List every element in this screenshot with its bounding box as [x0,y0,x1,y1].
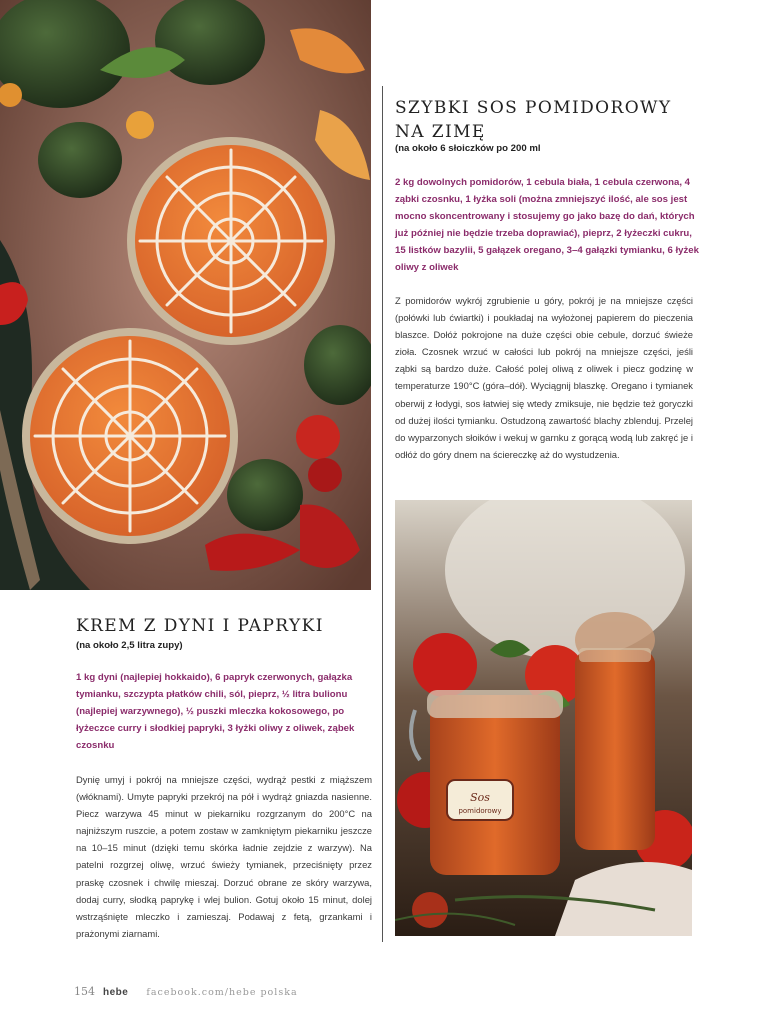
jar-label-line2: pomidorowy [458,807,502,815]
recipe-yield: (na około 2,5 litra zupy) [76,640,183,651]
footer-website: facebook.com/hebe polska [146,987,298,998]
page-number: 154 [74,985,95,998]
column-divider [382,86,383,942]
brand-logo: hebe [103,987,129,998]
page-footer [74,985,298,998]
tomato-sauce-photo [395,500,692,936]
recipe-ingredients: 2 kg dowolnych pomidorów, 1 cebula biała, 1 cebula czerwona, 4 ząbki czosnku, 1 łyżka soli (można zmniejszyć ilość, ale sos jest mocno skoncentrowany i stosujemy go jako bazę do dań, których już później nie będzie trzeba doprawiać), pieprz, 2 łyżeczki cukru, 15 listków bazylii, 5 gałązek oregano, 3–4 gałązki tymianku, 6 łyżek oliwy z oliwek [395,177,699,273]
recipe-method: Z pomidorów wykrój zgrubienie u góry, pokrój je na mniejsze części (połówki lub ćwiartki) i poukładaj na wyłożonej papierem do pieczenia blaszce. Dołóż pokrojone na duże części obie cebule, dorzuć świeże zioła. Czosnek wrzuć w całości lub pokrój na mniejsze części, jeśli ząbki są bardzo duże. Całość polej oliwą z oliwek i piecz godzinę w temperaturze 190°C (góra–dół). Wyciągnij blaszkę. Oregano i tymianek oberwij z łodygi, sos łatwiej się wtedy zmiksuje, nie będzie też goryczki od dużej ilości tymianku. Ostudzoną zawartość blachy zblenduj. Przelej do wyparzonych słoików i wekuj w garnku z gorącą wodą lub zakręć je i odłóż do góry dnem na ściereczkę aż do wystudzenia. [395,295,693,460]
soup-photo [0,0,371,590]
recipe-title: SZYBKI SOS POMIDOROWY NA ZIMĘ [395,98,672,142]
recipe-yield: (na około 6 słoiczków po 200 ml [395,143,541,154]
jars-illustration [395,500,692,936]
recipe-title: KREM Z DYNI I PAPRYKI [76,616,324,636]
soup-illustration [0,0,371,590]
recipe-ingredients: 1 kg dyni (najlepiej hokkaido), 6 papryk czerwonych, gałązka tymianku, szczypta płatków chili, sól, pieprz, ½ litra bulionu (najlepiej warzywnego), ½ puszki mleczka kokosowego, po łyżeczce curry i słodkiej papryki, 3 łyżki oliwy z oliwek, ząbek czosnku [76,672,355,751]
recipe-method: Dynię umyj i pokrój na mniejsze części, wydrąż pestki z miąższem (włóknami). Umyte papryki przekrój na pół i wydrąż gniazda nasienne. Piecz warzywa 45 minut w piekarniku rozgrzanym do 200°C na najniższym ruszcie, a potem zostaw w zamkniętym piekarniku jeszcze na 10–15 minut (dzięki temu skórka ładnie zejdzie z warzyw). Na patelni rozgrzej oliwę, wrzuć świeży tymianek, przeciśnięty przez praskę czosnek i chwilę mieszaj. Dorzuć obrane ze skóry warzywa, dodaj curry, słodką paprykę i wlej bulion. Gotuj około 15 minut, dolej wstrząśnięte mleczko i zamieszaj. Podawaj z fetą, grzankami i prażonymi ziarnami. [76,774,372,939]
jar-label-line1: Sos [470,791,490,804]
